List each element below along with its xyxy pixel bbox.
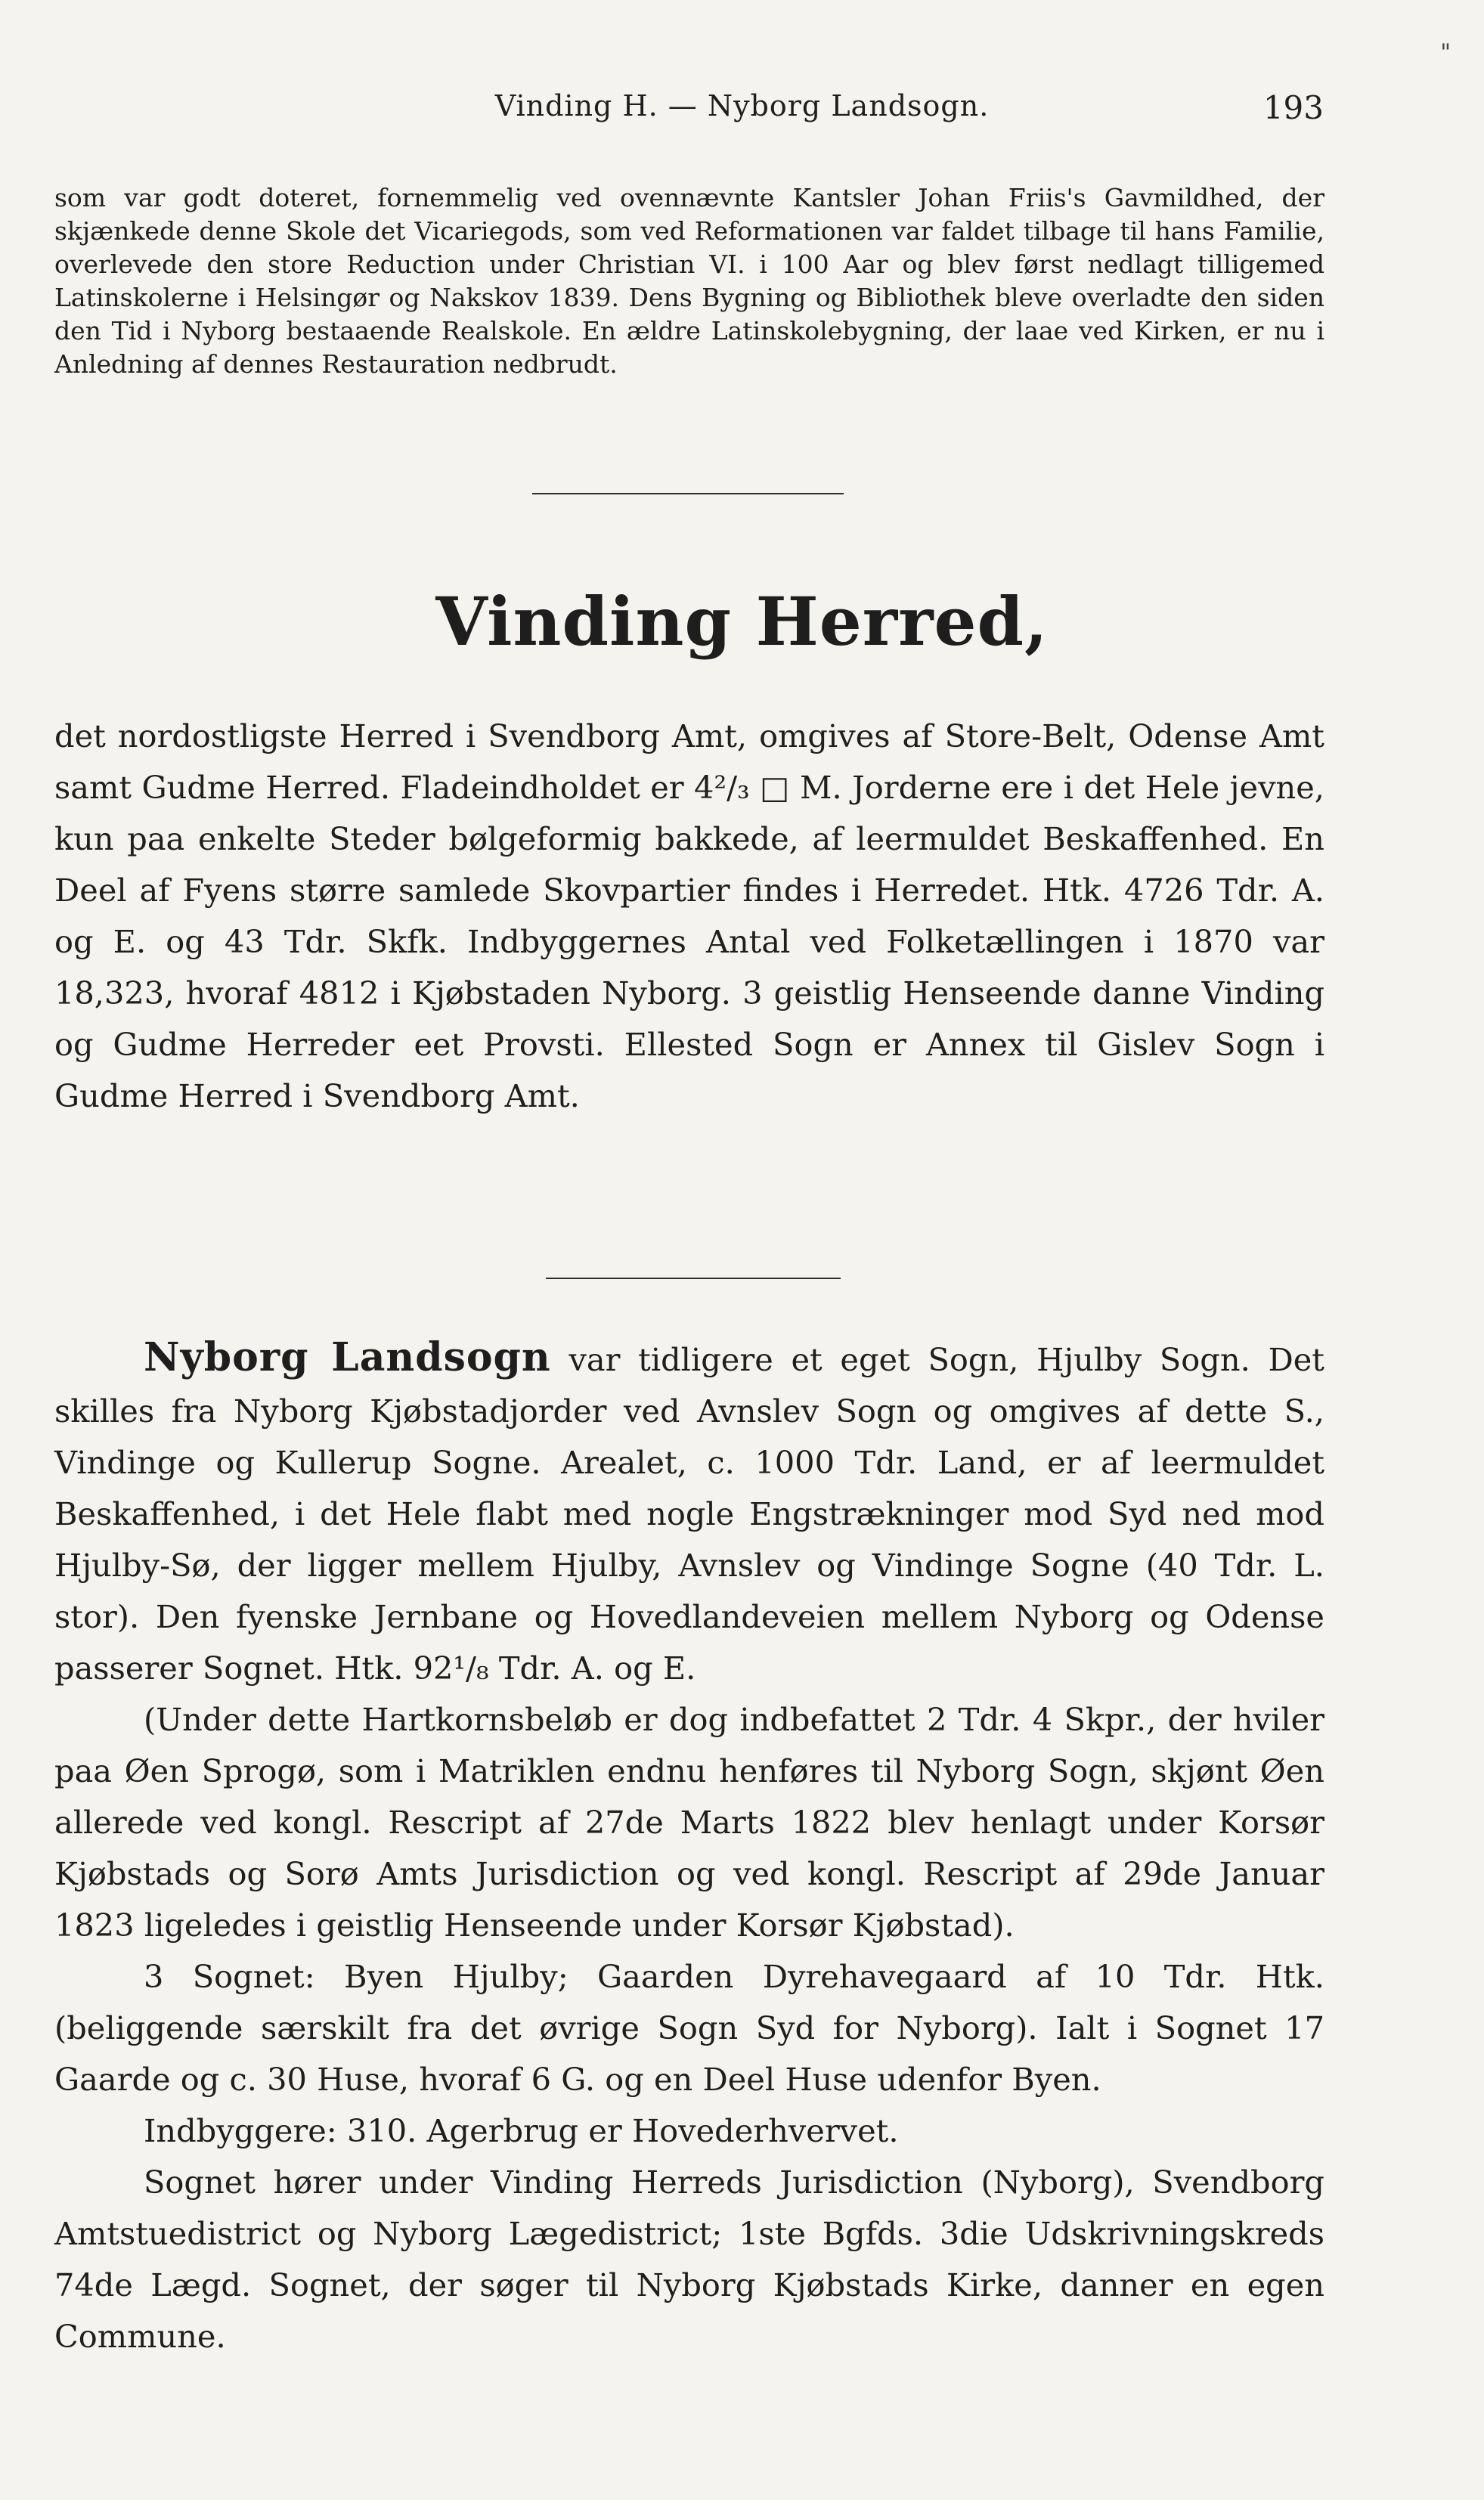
running-header	[0, 89, 1484, 127]
landsogn-paragraph-4: Indbyggere: 310. Agerbrug er Hovederhvervet.	[144, 2112, 899, 2149]
landsogn-paragraph-3: 3 Sognet: Byen Hjulby; Gaarden Dyrehavegaard af 10 Tdr. Htk. (beliggende særskilt fra det øvrige Sogn Syd for Nyborg). Ialt i Sognet 17 Gaarde og c. 30 Huse, hvoraf 6 G. og en Deel Huse udenfor Byen.	[54, 1958, 1324, 2098]
landsogn-paragraph-5: Sognet hører under Vinding Herreds Jurisdiction (Nyborg), Svendborg Amtstuedistrict og Nyborg Lægedistrict; 1ste Bgfds. 3die Udskrivningskreds 74de Lægd. Sognet, der søger til Nyborg Kjøbstads Kirke, danner en egen Commune.	[54, 2164, 1324, 2355]
page-number: 193	[1262, 89, 1324, 126]
landsogn-paragraph-2: (Under dette Hartkornsbeløb er dog indbefattet 2 Tdr. 4 Skpr., der hviler paa Øen Sprogø, som i Matriklen endnu henføres til Nyborg Sogn, skjønt Øen allerede ved kongl. Rescript af 27de Marts 1822 blev henlagt under Korsør Kjøbstads og Sorø Amts Jurisdiction og ved kongl. Rescript af 29de Januar 1823 ligeledes i geistlig Henseende under Korsør Kjøbstad).	[54, 1701, 1324, 1944]
landsogn-paragraph-1	[54, 1332, 1324, 1694]
landsogn-title: Nyborg Landsogn	[144, 1334, 551, 1380]
landsogn-intro-text: var tidligere et eget Sogn, Hjulby Sogn. Det skilles fra Nyborg Kjøbstadjorder ved Avnslev Sogn og omgives af dette S., Vindinge og Kullerup Sogne. Arealet, c. 1000 Tdr. Land, er af leermuldet Beskaffenhed, i det Hele flabt med nogle Engstrækninger mod Syd ned mod Hjulby-Sø, der ligger mellem Hjulby, Avnslev og Vindinge Sogne (40 Tdr. L. stor). Den fyenske Jernbane og Hovedlandeveien mellem Nyborg og Odense passerer Sognet. Htk. 92¹/₈ Tdr. A. og E.	[54, 1341, 1324, 1687]
continuation-text	[54, 181, 1324, 381]
section-divider-top	[532, 493, 844, 494]
continuation-paragraph: som var godt doteret, fornemmelig ved ovennævnte Kantsler Johan Friis's Gavmildhed, der skjænkede denne Skole det Vicariegods, som ved Reformationen var faldet tilbage til hans Familie, overlevede den store Reduction under Christian VI. i 100 Aar og blev først nedlagt tilligemed Latinskolerne i Helsingør og Nakskov 1839. Dens Bygning og Bibliothek bleve overladte den siden den Tid i Nyborg bestaaende Realskole. En ældre Latinskolebygning, der laae ved Kirken, er nu i Anledning af dennes Restauration nedbrudt.	[54, 183, 1324, 379]
running-title: Vinding H. — Nyborg Landsogn.	[494, 89, 990, 122]
herred-paragraph: det nordostligste Herred i Svendborg Amt, omgives af Store-Belt, Odense Amt samt Gudme Herred. Fladeindholdet er 4²/₃ □ M. Jorderne ere i det Hele jevne, kun paa enkelte Steder bølgeformig bakkede, af leermuldet Beskaffenhed. En Deel af Fyens større samlede Skovpartier findes i Herredet. Htk. 4726 Tdr. A. og E. og 43 Tdr. Skfk. Indbyggernes Antal ved Folketællingen i 1870 var 18,323, hvoraf 4812 i Kjøbstaden Nyborg. 3 geistlig Henseende danne Vinding og Gudme Herreder eet Provsti. Ellested Sogn er Annex til Gislev Sogn i Gudme Herred i Svendborg Amt.	[54, 717, 1324, 1114]
landsogn-section	[54, 1332, 1324, 2362]
herred-description	[54, 711, 1324, 1122]
corner-mark: "	[1440, 39, 1451, 66]
section-divider-bottom	[546, 1278, 841, 1279]
section-heading: Vinding Herred,	[435, 582, 1049, 661]
